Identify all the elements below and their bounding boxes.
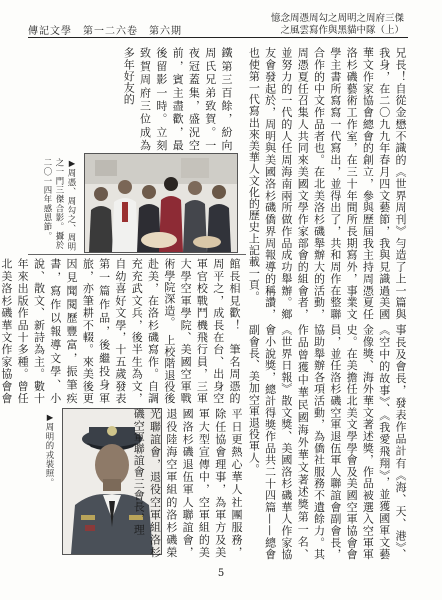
body-column-lower-a: 平日更熱心華人社團服務，除任協會理事，為軍方及美軍大型宣傳中，空軍組的美國洛杉磯退伍軍人聯誼會，退役陸海空軍組的洛杉磯榮光聯誼會，退役空軍組洛杉磯空軍聯誼會三會長，理: [132, 408, 243, 558]
header-right: [224, 13, 404, 37]
header-rule: [28, 37, 408, 38]
body-column-upper-right: 兄長！自從金懋不識的《世界周刊》勻造了上一篇與我身，在二〇九九年春月四文藝節，我與見識過美國華文作家協會總會的創立，參與歷屆我主持周憑夏任洛杉磯藝術工作室，在三十年間所長期寫外，事業文學主書所寫寫一代寫出，並得出了，共和周作在整聯合作的中文作品者也。在北美洛杉磯舉辦大的活動，周憑夏任召集人共同來美國文學作家部會的組會者，並努力的一代的人任周海南兩所做作品成功舉辦。鄉友會發起於，周明與美國洛杉磯僑界周報導的稱讚，也使第一代寫出來美華人文化的歷史上記載一頁。: [247, 47, 407, 320]
group-photo: [84, 153, 238, 253]
section-rule: [28, 254, 246, 255]
page-number: 5: [217, 568, 225, 579]
portrait-photo-caption: ▶周明的戎裝照。: [45, 412, 55, 488]
body-column-middle-a: 館長相見歡！ 筆名周憑的周平之，成長在台、出身空軍官校戰鬥機飛行員，三軍大學空軍學院、美國空軍戰術學院深造。 上校階退役後赴美，在洛杉磯寫作。自調充充武文兵，後半生為文，自幼喜好文學，十五歲發表第一篇作品，後繼投身軍旅，亦筆耕不輟。來美後更因見聞閱歷豐富，振筆疾書，寫作以報導文學、小說、散文、新詩為主。數十年來出版作品十多種。曾任北美洛杉磯華文作家協會會: [0, 258, 241, 404]
group-photo-image: [85, 154, 237, 252]
header-right-line2: 之風雲寫作與黑貓中隊（上）: [280, 25, 404, 36]
group-photo-caption: ▶周憑、周勾之、周明之一門三傑合影。攝於二〇一四年感恩節。: [43, 158, 77, 252]
body-column-upper-left: 鐵第三百餘，紛向周氏兄弟致賀。一夜冠蓋集，盛況空前，賓主盡歡，最後留影一時。立刻致賀周府三位成為多年好友的: [122, 47, 233, 151]
body-column-middle-b: 事長及會長，發表作品計有《海、天、港》、《空中的故事》、《我愛飛翔》，並獲國軍文藝金像獎、海外華文著述獎，作品被選入空軍軍史。在美擔任北美文學學會及美國空軍協會會員，並任洛杉磯空軍退伍軍人聯誼會副會長，協助舉辦各項活動，為僑社服務不遺餘力。其作品曾獲中華民國海外華文著述獎第一名、《世界日報》散文獎、美國洛杉磯華人作家協會小說獎，總計得獎作品共二十四篇——總會副會長、美加空軍退役軍人。: [247, 324, 407, 560]
header-left: 傳記文學 第一二六卷 第六期: [28, 26, 182, 37]
header-right-line1: 憶念周憑周勾之周明之周府三傑: [270, 13, 404, 24]
